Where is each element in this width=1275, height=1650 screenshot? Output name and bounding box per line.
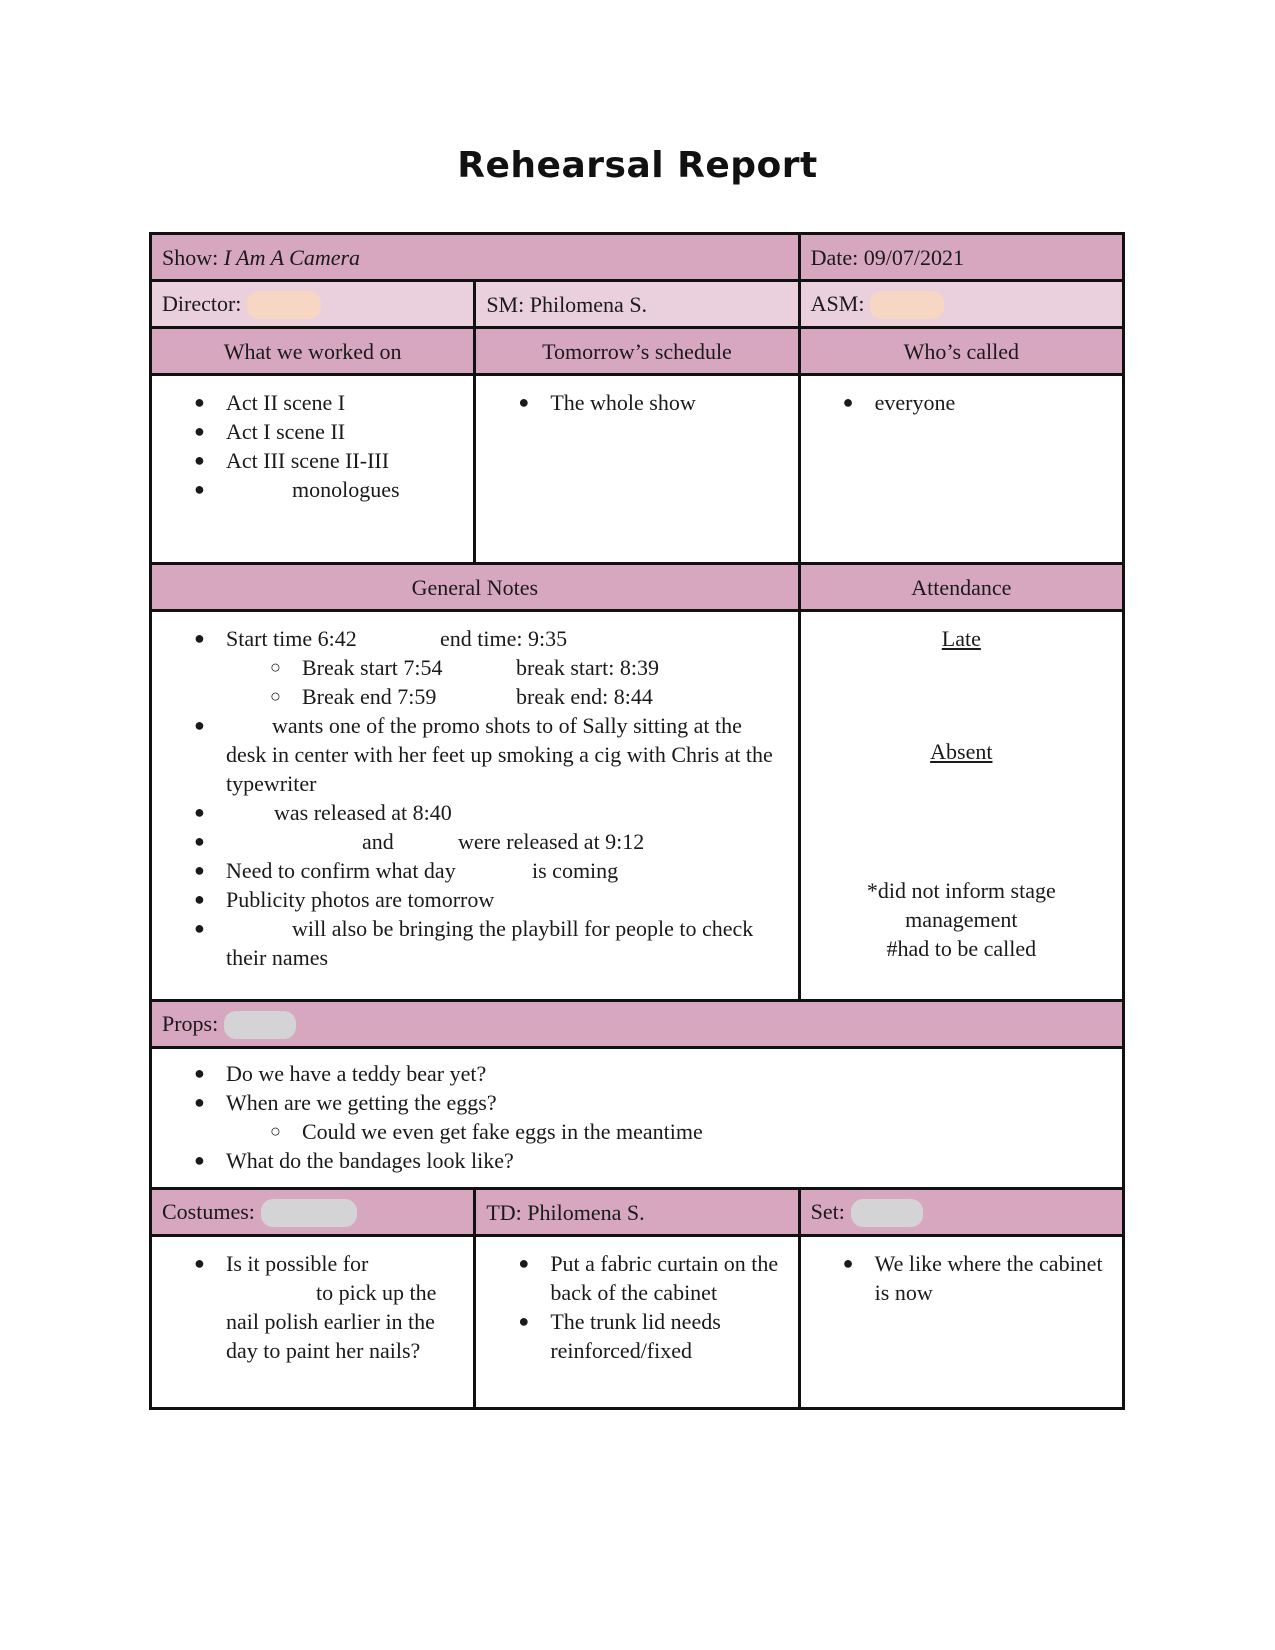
director-cell (151, 281, 475, 328)
list-item-text: to pick up the nail polish earlier in the day to paint her nails? (226, 1280, 437, 1363)
list-item (162, 856, 788, 885)
redacted-name (247, 291, 321, 319)
worked-on-header: What we worked on (151, 328, 475, 375)
redacted-name (870, 291, 944, 319)
list-item: ● Act II scene I (162, 388, 463, 417)
list-item (162, 653, 788, 682)
list-item: ● What do the bandages look like? (162, 1146, 1112, 1175)
list-item: ● Put a fabric curtain on the back of the cabinet (486, 1249, 787, 1307)
late-label: Late (941, 626, 981, 651)
worked-on-list (151, 375, 475, 564)
td-header: TD: Philomena S. (475, 1189, 799, 1236)
set-list (799, 1236, 1123, 1409)
list-item-text: will also be bringing the playbill for people to check their names (226, 916, 754, 970)
break-end-2: break end: 8:44 (516, 684, 653, 709)
list-item: ○ Could we even get fake eggs in the meantime (162, 1117, 1112, 1146)
report-table (149, 232, 1125, 1410)
attendance-note: *did not inform stage management (866, 878, 1056, 932)
costumes-list (151, 1236, 475, 1409)
list-item (162, 682, 788, 711)
list-item-text: wants one of the promo shots to of Sally sitting at the desk in center with her feet up smoking a cig with Chris at the typewriter (226, 713, 773, 796)
set-header (799, 1189, 1123, 1236)
date-cell: Date: 09/07/2021 (799, 234, 1123, 281)
costumes-header (151, 1189, 475, 1236)
list-item (162, 624, 788, 653)
list-item (162, 914, 788, 972)
asm-cell (799, 281, 1123, 328)
attendance-header: Attendance (799, 564, 1123, 611)
break-start-2: break start: 8:39 (516, 655, 659, 680)
show-name: I Am A Camera (223, 244, 361, 270)
redacted-name (224, 1011, 296, 1039)
redacted-name (261, 1199, 357, 1227)
tomorrow-list (475, 375, 799, 564)
list-item: ● Act I scene II (162, 417, 463, 446)
list-item: ● The trunk lid needs reinforced/fixed (486, 1307, 787, 1365)
called-header: Who’s called (799, 328, 1123, 375)
attendance-cell (799, 611, 1123, 1001)
page-title: Rehearsal Report (457, 145, 818, 186)
called-list (799, 375, 1123, 564)
tomorrow-header: Tomorrow’s schedule (475, 328, 799, 375)
list-item-text: were released at 9:12 (458, 829, 645, 854)
director-label: Director: (162, 290, 242, 316)
list-item: ● everyone (811, 388, 1112, 417)
list-item: ● Do we have a teddy bear yet? (162, 1059, 1112, 1088)
asm-label: ASM: (810, 290, 865, 316)
list-item: ● We like where the cabinet is now (811, 1249, 1112, 1307)
absent-label: Absent (930, 739, 993, 764)
show-label: Show: (162, 244, 219, 270)
props-list (151, 1048, 1124, 1189)
td-list (475, 1236, 799, 1409)
break-start-1: Break start 7:54 (302, 655, 443, 680)
set-label: Set: (810, 1198, 845, 1224)
list-item (162, 827, 788, 856)
sm-cell: SM: Philomena S. (475, 281, 799, 328)
redacted-name (851, 1199, 923, 1227)
list-item (162, 798, 788, 827)
start-time: Start time 6:42 (226, 626, 357, 651)
list-item-text: Need to confirm what day (226, 858, 456, 883)
list-item: ● Publicity photos are tomorrow (162, 885, 788, 914)
props-header (151, 1001, 1124, 1048)
list-item (162, 711, 788, 798)
list-item (162, 475, 463, 504)
attendance-note: #had to be called (886, 936, 1037, 961)
list-item: ● When are we getting the eggs? (162, 1088, 1112, 1117)
list-item-text: was released at 8:40 (274, 800, 452, 825)
list-item-text: is coming (532, 858, 619, 883)
list-item-text: and (362, 829, 394, 854)
list-item-text: monologues (292, 477, 400, 502)
show-cell (151, 234, 800, 281)
props-label: Props: (162, 1010, 219, 1036)
list-item: ● Act III scene II-III (162, 446, 463, 475)
list-item-text: Is it possible for (226, 1251, 369, 1276)
end-time: end time: 9:35 (440, 626, 568, 651)
general-notes-list (151, 611, 800, 1001)
list-item: ● The whole show (486, 388, 787, 417)
general-notes-header: General Notes (151, 564, 800, 611)
break-end-1: Break end 7:59 (302, 684, 437, 709)
list-item (162, 1249, 463, 1365)
costumes-label: Costumes: (162, 1198, 255, 1224)
